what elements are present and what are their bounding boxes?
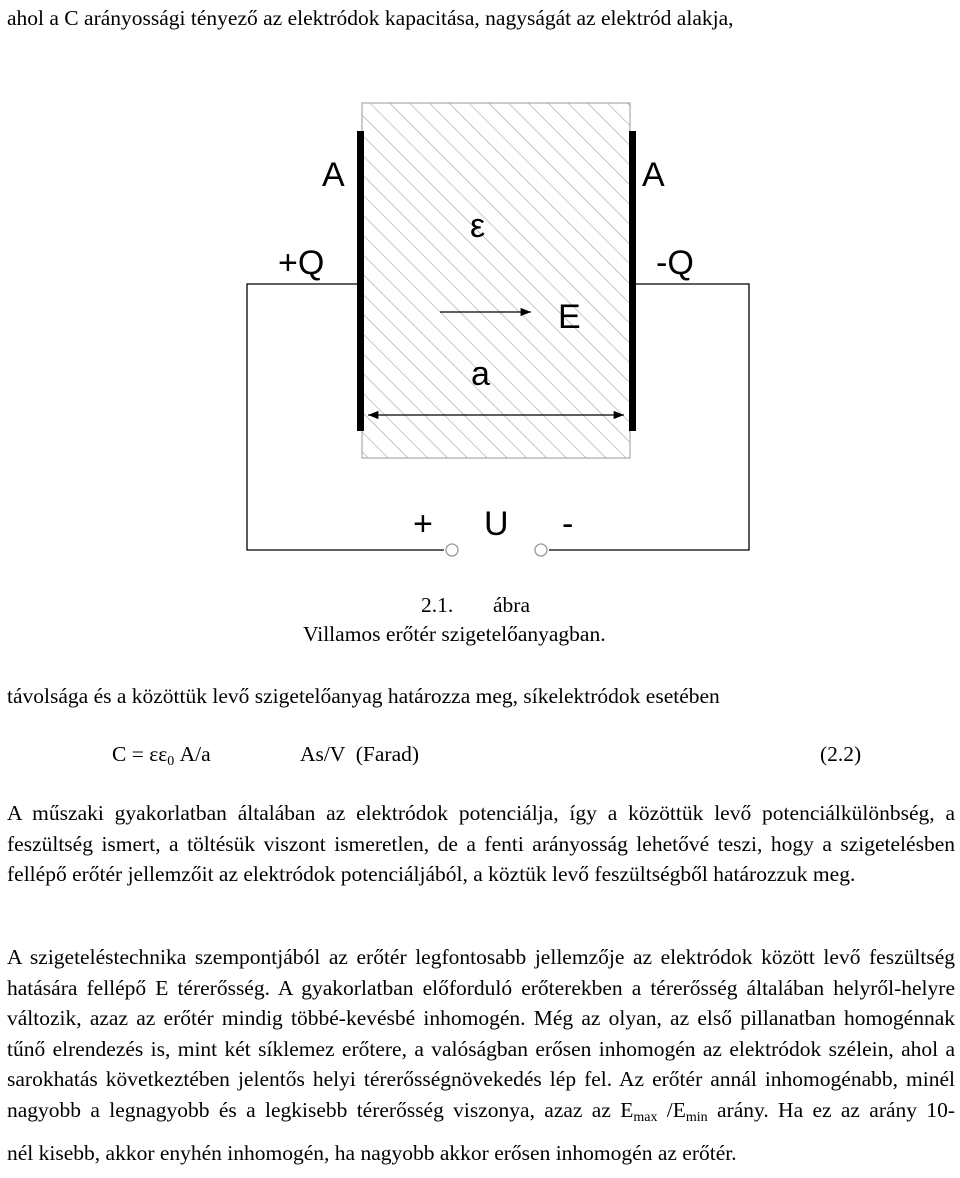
label-epsilon: ε xyxy=(470,207,486,245)
capacitor-figure xyxy=(0,90,960,570)
paragraph-2 xyxy=(7,942,955,1125)
caption-word: ábra xyxy=(493,593,530,617)
sub-max: max xyxy=(633,1109,658,1125)
paragraph-2-end: arány. Ha ez az arány 10- xyxy=(707,1097,956,1122)
paragraph-1: A műszaki gyakorlatban általában az elektródok potenciálja, így a közöttük levő potenciálkülönbség, a feszültség ismert, a töltésük viszont ismeretlen, de a fenti arányosság lehetővé teszi, hogy a szigetelésben fellépő erőtér jellemzőit az elektródok potenciáljából, a köztük levő feszültségből határozzuk meg. xyxy=(7,801,955,886)
caption-title: Villamos erőtér szigetelőanyagban. xyxy=(303,622,606,646)
label-minus: - xyxy=(562,505,574,543)
label-field: E xyxy=(558,298,581,336)
terminal-plus xyxy=(446,544,458,556)
label-distance: a xyxy=(471,355,490,393)
sub-min: min xyxy=(685,1109,708,1125)
continuation-line: távolsága és a közöttük levő szigetelőanyag határozza meg, síkelektródok esetében xyxy=(7,684,720,708)
label-left-area: A xyxy=(322,156,345,194)
left-electrode xyxy=(357,131,364,431)
paragraph-2-mid: /E xyxy=(657,1097,686,1122)
label-voltage: U xyxy=(484,505,509,543)
label-left-charge: +Q xyxy=(278,244,325,282)
intro-line: ahol a C arányossági tényező az elektródok kapacitása, nagyságát az elektród alakja, xyxy=(7,6,734,30)
equation-rhs: A/a xyxy=(174,742,211,766)
terminal-minus xyxy=(535,544,547,556)
paragraph-2-text: A szigeteléstechnika szempontjából az erőtér legfontosabb jellemzője az elektródok között levő feszültség hatására fellépő E térerősség. A gyakorlatban előforduló erőterekben a térerősség általában helyről-helyre változik, azaz az erőtér mindig többé-kevésbé inhomogén. Még az olyan, az első pillanatban homogénnak tűnő elrendezés is, mint két síklemez erőtere, a valóságban erősen inhomogén az elektródok szélein, ahol a sarokhatás következtében jelentős helyi térerősségnövekedés lép fel. Az erőtér annál inhomogénabb, minél nagyobb a legnagyobb és a legkisebb térerősség viszonya, azaz az E xyxy=(7,945,955,1122)
label-plus: + xyxy=(413,505,433,543)
equation-lhs: C = εε xyxy=(112,742,168,766)
equation-unit: As/V (Farad) xyxy=(300,742,420,766)
right-electrode xyxy=(629,131,636,431)
equation-number: (2.2) xyxy=(820,742,862,766)
caption-number: 2.1. xyxy=(421,593,454,617)
dielectric-region xyxy=(362,103,630,458)
equation xyxy=(0,741,960,769)
equation-sub: 0 xyxy=(167,754,175,769)
label-right-charge: -Q xyxy=(656,244,694,282)
label-right-area: A xyxy=(642,156,665,194)
equation-formula xyxy=(112,741,211,767)
paragraph-2-last-line: nél kisebb, akkor enyhén inhomogén, ha nagyobb akkor erősen inhomogén az erőtér. xyxy=(7,1141,737,1165)
